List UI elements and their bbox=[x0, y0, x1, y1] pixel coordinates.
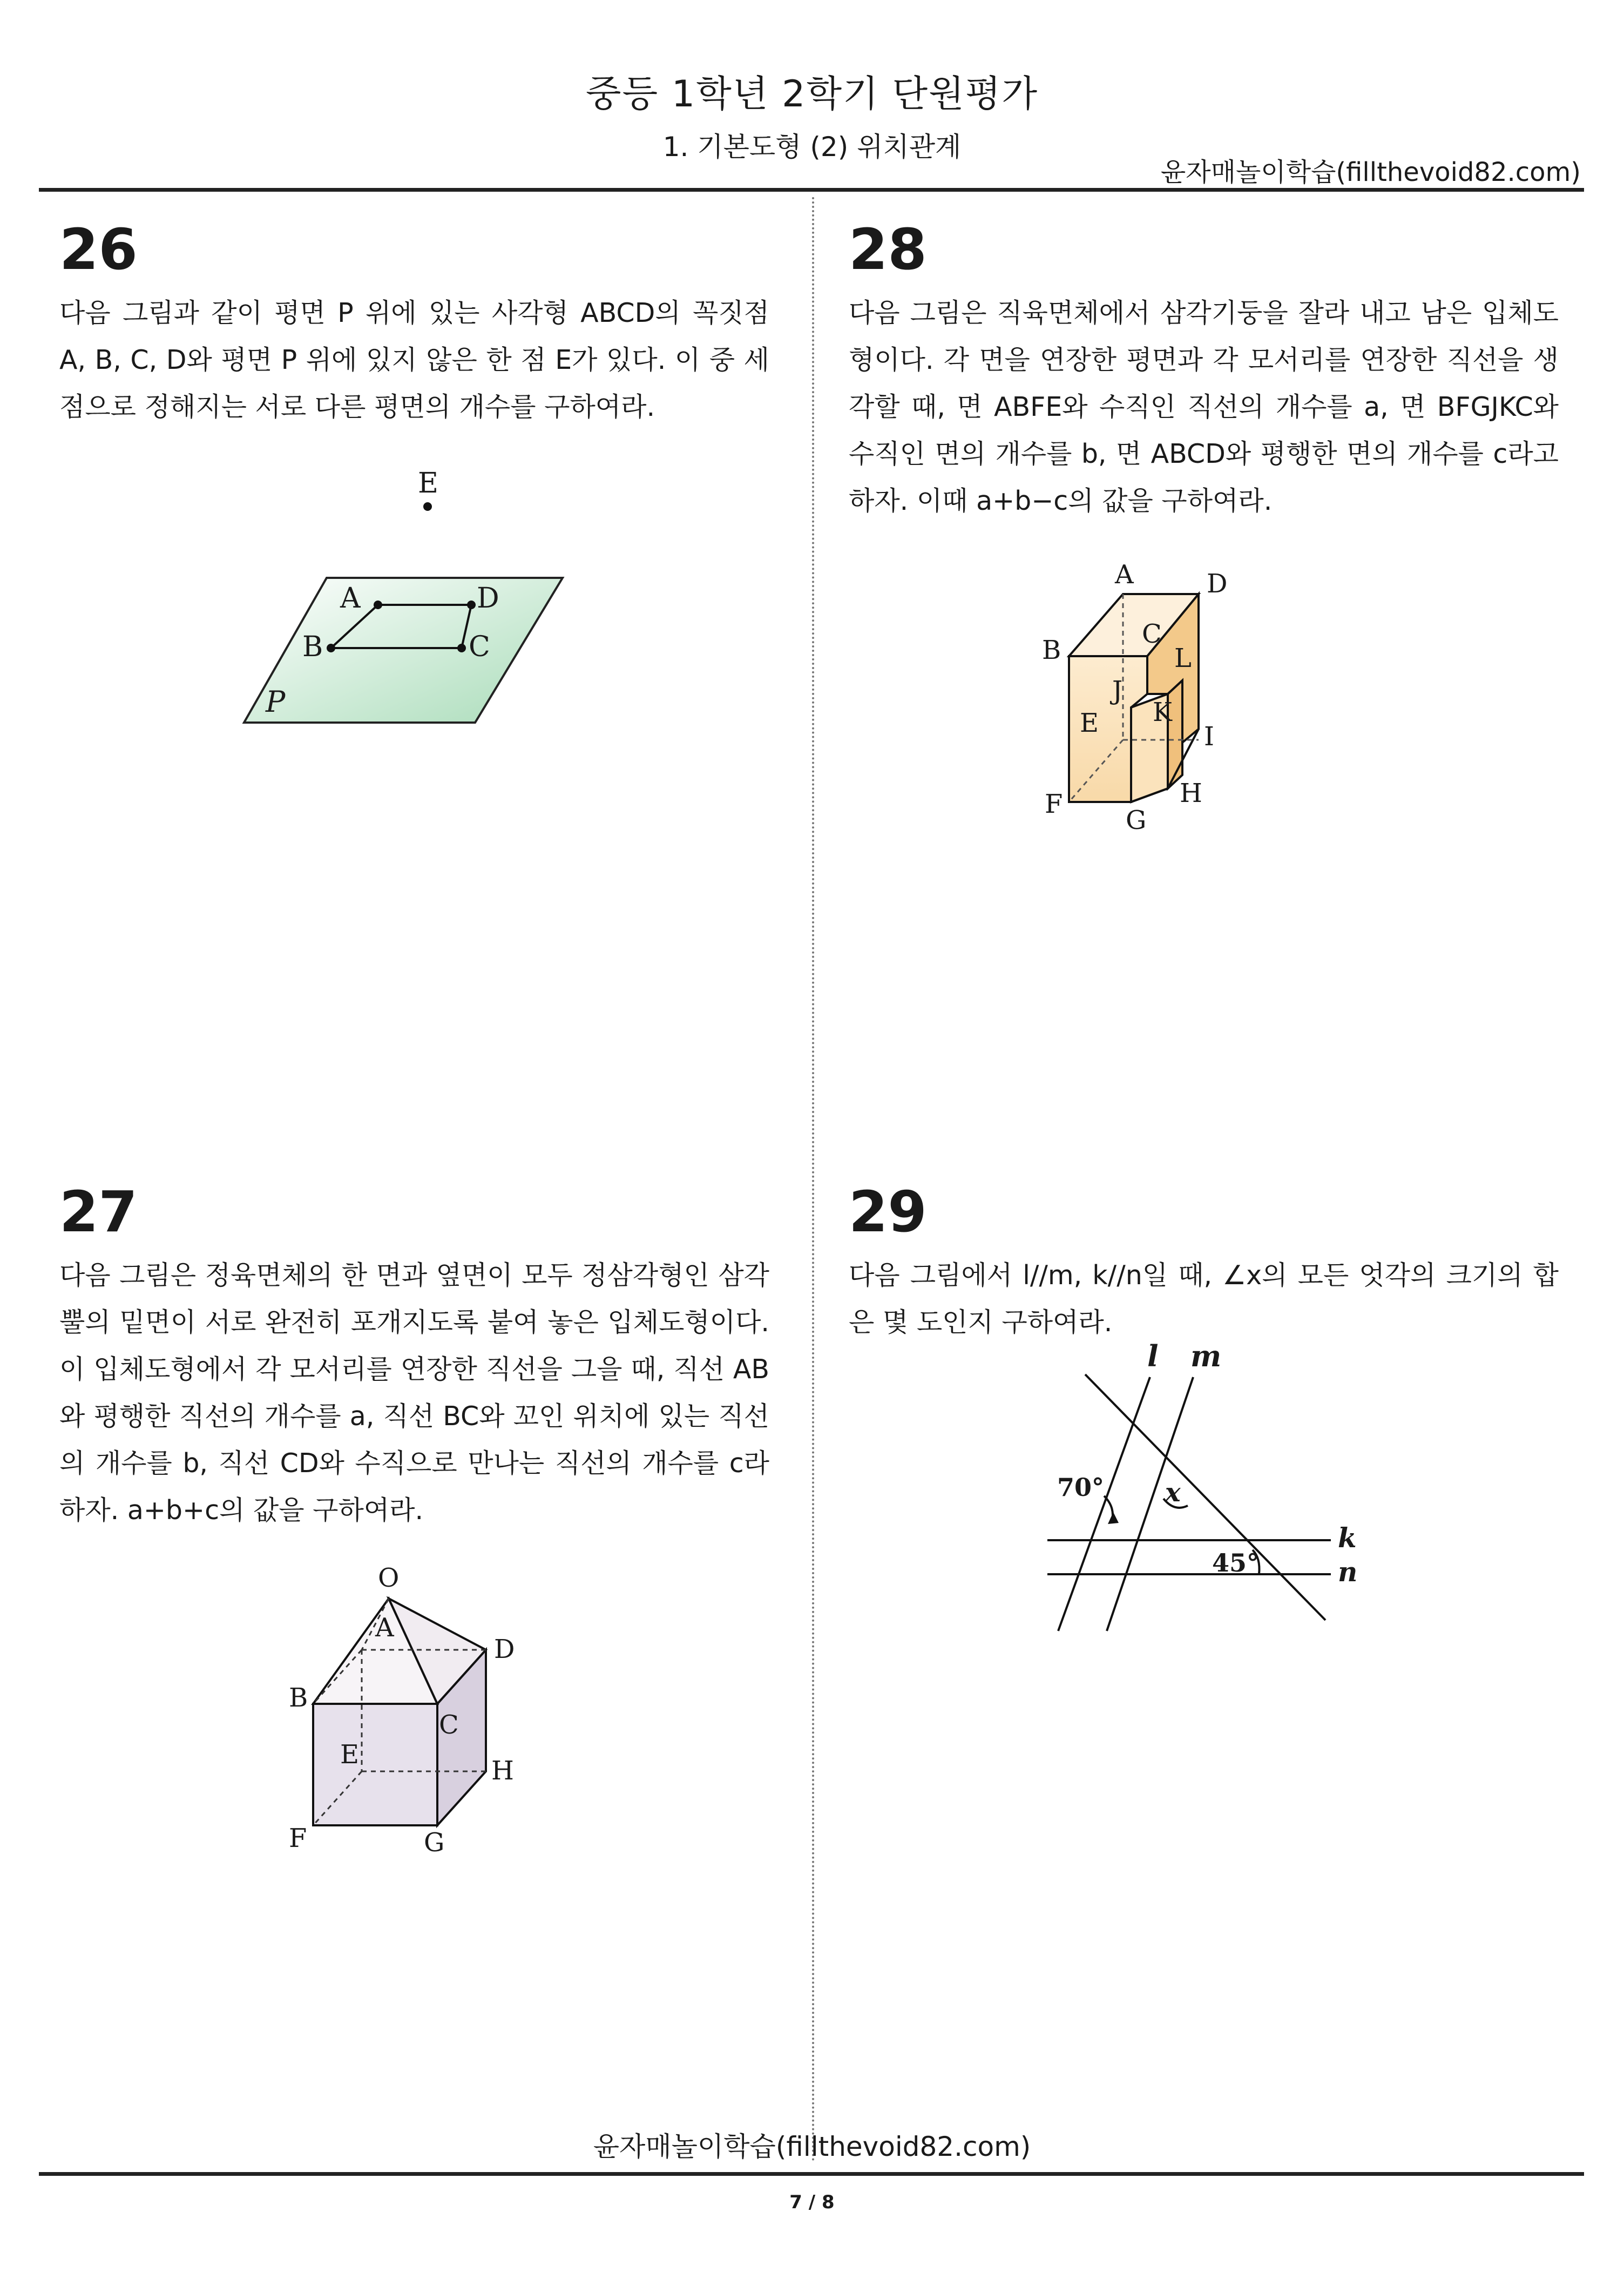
problem-number: 29 bbox=[849, 1179, 927, 1245]
problem-number: 27 bbox=[59, 1179, 138, 1245]
point-c bbox=[457, 644, 466, 652]
column-divider bbox=[812, 197, 814, 2163]
label-k: k bbox=[1338, 1522, 1357, 1554]
label-angle-45: 45° bbox=[1212, 1548, 1260, 1577]
label-h: H bbox=[491, 1756, 514, 1786]
figure-cube-pyramid bbox=[275, 1555, 556, 1858]
label-f: F bbox=[289, 1823, 307, 1853]
label-m: m bbox=[1190, 1339, 1222, 1373]
label-i: I bbox=[1204, 721, 1214, 752]
page-subtitle: 1. 기본도형 (2) 위치관계 bbox=[662, 131, 962, 163]
problem-29 bbox=[849, 1179, 1559, 1346]
page-number: 7 / 8 bbox=[789, 2191, 835, 2213]
point-b bbox=[327, 644, 335, 652]
page-title: 중등 1학년 2학기 단원평가 bbox=[585, 73, 1039, 116]
label-l: l bbox=[1147, 1339, 1159, 1373]
label-b: B bbox=[302, 631, 323, 663]
label-a: A bbox=[1115, 559, 1134, 590]
label-g: G bbox=[424, 1828, 445, 1858]
label-l: L bbox=[1174, 643, 1192, 673]
label-n: n bbox=[1338, 1556, 1358, 1588]
problem-26 bbox=[59, 217, 769, 430]
label-e: E bbox=[340, 1739, 360, 1770]
cube-front-face bbox=[313, 1704, 437, 1825]
transversal bbox=[1085, 1374, 1325, 1620]
label-d: D bbox=[494, 1634, 515, 1664]
arrow-70 bbox=[1108, 1512, 1119, 1524]
label-e: E bbox=[418, 467, 438, 500]
problem-number: 26 bbox=[59, 217, 138, 282]
point-a bbox=[374, 601, 382, 609]
problem-text: 다음 그림은 정육면체의 한 면과 옆면이 모두 정삼각형인 삼각뿔의 밑면이 서로 완전히 포개지도록 붙여 놓은 입체도형이다. 이 입체도형에서 각 모서리를 연장한 직선을 그을 때, 직선 AB와 평행한 직선의 개수를 a, 직선 BC와 꼬인 위치에 있는 직선의 개수를 b, 직선 CD와 수직으로 만나는 직선의 개수를 c라 하자. a+b+c의 값을 구하여라. bbox=[59, 1260, 769, 1526]
point-e bbox=[423, 502, 432, 511]
label-g: G bbox=[1126, 805, 1147, 835]
problem-text: 다음 그림에서 l//m, k//n일 때, ∠x의 모든 엇각의 크기의 합은 몇 도인지 구하여라. bbox=[849, 1260, 1559, 1338]
line-l bbox=[1058, 1377, 1150, 1631]
label-o: O bbox=[378, 1563, 400, 1593]
label-b: B bbox=[1042, 635, 1061, 665]
label-f: F bbox=[1045, 789, 1063, 819]
point-d bbox=[467, 601, 476, 609]
label-e: E bbox=[1080, 708, 1099, 738]
figure-plane-points bbox=[232, 464, 578, 734]
problem-number: 28 bbox=[849, 217, 927, 282]
site-credit-bottom: 윤자매놀이학습(fillthevoid82.com) bbox=[593, 2131, 1031, 2162]
problem-27 bbox=[59, 1179, 769, 1534]
figure-parallel-lines bbox=[1026, 1334, 1371, 1647]
label-angle-70: 70° bbox=[1057, 1473, 1105, 1502]
label-j: J bbox=[1112, 676, 1123, 706]
label-a: A bbox=[340, 582, 361, 615]
label-d: D bbox=[477, 582, 499, 615]
label-h: H bbox=[1180, 778, 1202, 808]
label-k: K bbox=[1153, 697, 1172, 727]
label-a: A bbox=[375, 1613, 394, 1643]
plane-p bbox=[244, 578, 563, 723]
label-d: D bbox=[1207, 569, 1228, 599]
label-b: B bbox=[289, 1683, 308, 1713]
label-c: C bbox=[469, 631, 490, 663]
problem-28 bbox=[849, 217, 1559, 524]
label-p: P bbox=[266, 685, 286, 719]
problem-text: 다음 그림과 같이 평면 P 위에 있는 사각형 ABCD의 꼭짓점 A, B, C, D와 평면 P 위에 있지 않은 한 점 E가 있다. 이 중 세 점으로 정해지는 서로 다른 평면의 개수를 구하여라. bbox=[59, 298, 769, 422]
label-c: C bbox=[1142, 619, 1162, 649]
footer-rule bbox=[39, 2172, 1584, 2176]
figure-cut-cuboid bbox=[1037, 559, 1350, 851]
header-rule bbox=[39, 188, 1584, 192]
site-credit-top: 윤자매놀이학습(fillthevoid82.com) bbox=[1160, 157, 1581, 187]
label-c: C bbox=[439, 1710, 459, 1740]
problem-text: 다음 그림은 직육면체에서 삼각기둥을 잘라 내고 남은 입체도형이다. 각 면을 연장한 평면과 각 모서리를 연장한 직선을 생각할 때, 면 ABFE와 수직인 직선의 개수를 a, 면 BFGJKC와 수직인 면의 개수를 b, 면 ABCD와 평행한 면의 개수를 c라고 하자. 이때 a+b−c의 값을 구하여라. bbox=[849, 298, 1559, 516]
label-x: x bbox=[1165, 1478, 1181, 1508]
